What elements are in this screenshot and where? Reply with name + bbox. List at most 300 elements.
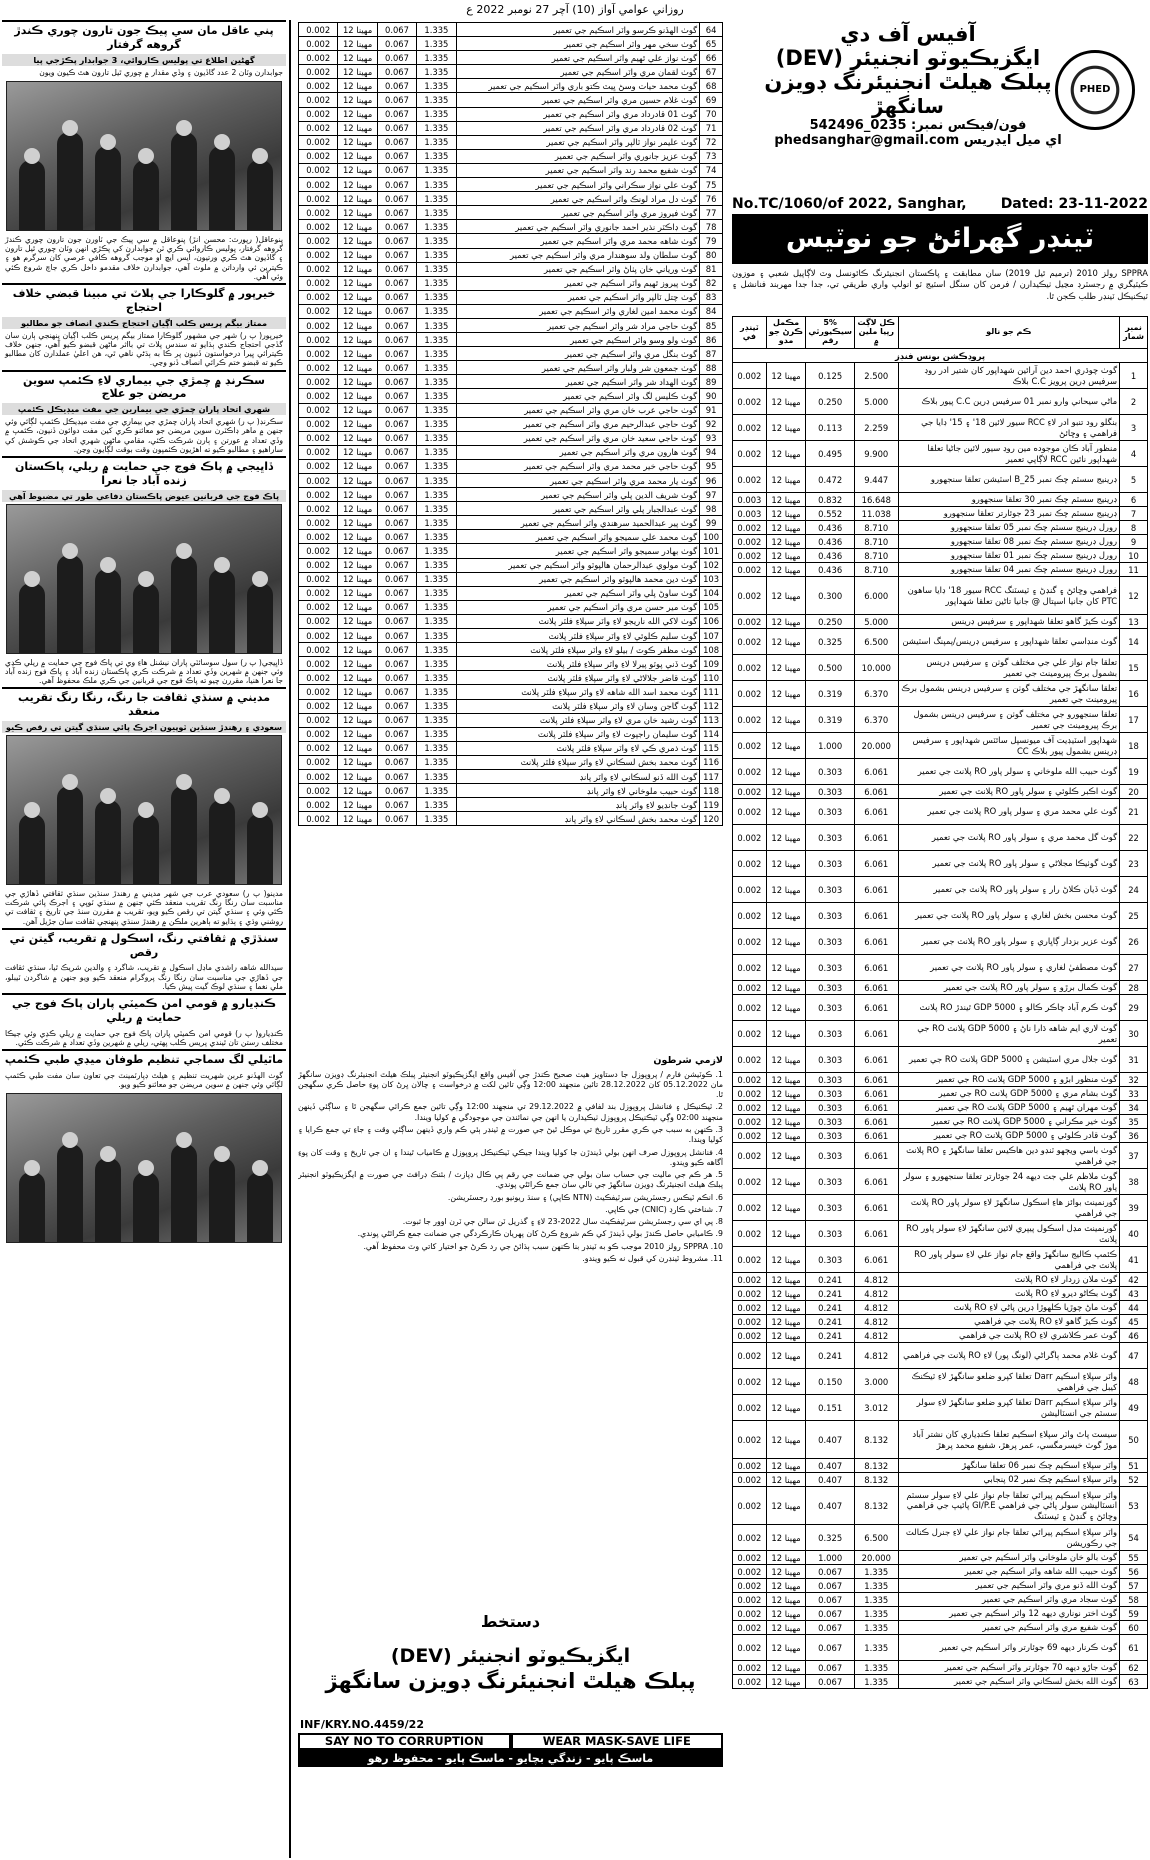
serial-number: 58 [1120,1593,1148,1607]
work-name: ڪئمپ ڪاليج سانگهڙ واقع جام نواز علي لاءِ سولر پاور RO پلانٽ جي فراهمي [898,1247,1120,1273]
news-headline: مديني ۾ سنڌي ثقافت جا رنگ، رنگا رنگ تقريب منعقد [2,687,286,721]
security-amount: 0.067 [806,1635,855,1661]
news-body: مدينو( پ ر) سعودي عرب جي شهر مديني ۾ رهندڙ سنڌين سنڌي ثقافتي ڏهاڙي جي مناسبت سان رنگا رنگ تقريب منعقد ڪئي جنهن ۾ سنڌي ٽوپي ۽ اجرڪ پائي شرڪت ڪئي وئي ۽ سنڌي گيتن تي رقص ڪيو ويو، تقريب ۾ مقررن سنڌ جي تاريخ ۽ ثقافت تي روشني وڌي ۽ ٻڌايو ته ٻاهرين ملڪن ۾ رهندڙ سنڌي پنهنجي ثقافت سان جڙيل آهن. [5,888,283,926]
cost-amount: 6.061 [855,851,899,877]
tender-fee: 0.002 [299,107,338,121]
table-row [733,1129,1148,1143]
security-amount: 0.067 [377,121,416,135]
work-name: گوٺ سجاد مري واٽر اسڪيم جي تعمير [898,1593,1120,1607]
tender-fee: 0.002 [733,1115,767,1129]
cost-amount: 3.012 [855,1395,899,1421]
table-row [299,769,723,783]
work-name: گوٺ پيروز ٿهيم واٽر اسڪيم جي تعمير [456,276,700,290]
serial-number: 52 [1120,1473,1148,1487]
photo-figure [247,814,273,884]
completion-period: 12 مهينا [766,955,806,981]
work-name: تعلقا سانگهڙ جي مختلف گوٺن ۽ سرفيس ڊرينس بشمول برڪ پيرومينٽ جي تعمير [898,681,1120,707]
serial-number: 57 [1120,1579,1148,1593]
work-name: گوٺ حاجي عرب خان مري واٽر اسڪيم جي تعمير [456,403,700,417]
photo-figure-head [62,774,78,790]
serial-number: 101 [700,544,723,558]
office-email: اي ميل ايڊريس phedsanghar@gmail.com [774,133,1062,148]
newspaper-header: روزاني عوامي آواز (10) آچر 27 نومبر 2022 ع [466,3,684,16]
table-header: ڪل لاڳت رپيا ملين ۾ [855,317,899,349]
cost-amount: 1.335 [417,375,456,389]
cost-amount: 9.447 [855,467,899,493]
work-name: گوٺ محمد علي سميجو واٽر اسڪيم جي تعمير [456,530,700,544]
news-photo [6,735,282,885]
completion-period: 12 مهينا [766,493,806,507]
work-name: منظور آباد ڪان موجوده مين روڊ سيور لائين جاڻيا تعلقا شهداپور ناٿين RCC لاڳاپي تعمير [898,441,1120,467]
serial-number: 61 [1120,1635,1148,1661]
work-name: گوٺ ماڻ چوڙيا ڪلهوڙا ڊرين پاڻي لاءِ RO پلانٽ [898,1301,1120,1315]
work-name: سيسٽ پاٿ واٽر سپلاءِ اسڪيم تعلقا ڪنڊياري کان نشتر آباد موڙ گوٺ خيسرمگسي، عمر پرهڙ، شفيع محمد پرهڙ [898,1421,1120,1459]
work-name: گوٺ دين محمد هالپوٽو واٽر اسڪيم جي تعمير [456,572,700,586]
photo-figure-head [176,120,192,136]
tender-fee: 0.002 [299,276,338,290]
photo-figure [19,160,45,230]
table-row [299,755,723,769]
news-body: سيدالله شاهه راشدي ماڊل اسڪول ۾ تقريب، شاگرد ۽ والدين شريڪ ٿيا، سنڌي ثقافت جي ڏهاڙي جي مناسبت سان رنگا رنگ پروگرام منعقد ڪيو ويو جنهن ۾ شاگردن ٽيبلو، ملي نغما ۽ سنڌي لوڪ گيت پيش ڪيا. [5,963,283,991]
cost-amount: 6.061 [855,1115,899,1129]
office-title-3: پبلڪ هيلٿ انجنيئرنگ ڊويزن [764,70,1052,94]
tender-fee: 0.002 [299,558,338,572]
tender-fee: 0.002 [299,600,338,614]
completion-period: 12 مهينا [338,502,377,516]
serial-number: 23 [1120,851,1148,877]
security-amount: 0.067 [377,657,416,671]
cost-amount: 1.335 [417,37,456,51]
security-amount: 0.436 [806,563,855,577]
signature-label: دستخط [480,1612,541,1631]
cost-amount: 8.710 [855,521,899,535]
security-amount: 0.067 [806,1565,855,1579]
tender-fee: 0.002 [299,516,338,530]
completion-period: 12 مهينا [766,1661,806,1675]
cost-amount: 4.812 [855,1273,899,1287]
security-amount: 0.067 [377,798,416,812]
slogan-left: SAY NO TO CORRUPTION [324,1734,484,1748]
cost-amount: 8.710 [855,535,899,549]
office-title-2: ايگزيڪيوٽو انجنيئر (DEV) [775,46,1041,70]
serial-number: 107 [700,629,723,643]
cost-amount: 1.335 [417,572,456,586]
completion-period: 12 مهينا [338,163,377,177]
news-photo [6,1093,282,1243]
tender-fee: 0.002 [299,586,338,600]
tender-fee: 0.002 [299,65,338,79]
terms-item: 4. فنانشل پروپوزل صرف انهن بولي ڏيندڙن جا کوليا ويندا جيڪي ٽيڪنيڪل پروپوزل ۾ ڪامياب ٿيندا ۽ ان جي تاريخ ۽ وقت کان پوءِ آگاهه ڪيو ويندو. [298,1147,723,1167]
table-row [733,441,1148,467]
cost-amount: 1.335 [855,1675,899,1689]
table-row [299,671,723,685]
security-amount: 0.241 [806,1287,855,1301]
table-row [733,1593,1148,1607]
tender-fee: 0.002 [299,431,338,445]
completion-period: 12 مهينا [766,1273,806,1287]
cost-amount: 1.335 [417,713,456,727]
work-name: گوٺ علي نواز سڪراني واٽر اسڪيم جي تعمير [456,178,700,192]
cost-amount: 6.061 [855,1143,899,1169]
cost-amount: 1.335 [417,417,456,431]
table-row [299,403,723,417]
serial-number: 65 [700,37,723,51]
serial-number: 20 [1120,785,1148,799]
office-heading [728,22,1148,148]
security-amount: 0.067 [377,361,416,375]
cost-amount: 8.132 [855,1421,899,1459]
tender-fee: 0.002 [733,1287,767,1301]
security-amount: 0.241 [806,1301,855,1315]
table-row [299,502,723,516]
cost-amount: 1.335 [417,262,456,276]
completion-period: 12 مهينا [766,1115,806,1129]
completion-period: 12 مهينا [338,657,377,671]
serial-number: 72 [700,135,723,149]
cost-amount: 1.335 [417,304,456,318]
table-row [733,1459,1148,1473]
work-name: گوٺ حبيب الله ملوخاني ۽ سولر پاور RO پلانٽ جي تعمير [898,759,1120,785]
completion-period: 12 مهينا [766,655,806,681]
security-amount: 0.303 [806,1021,855,1047]
cost-amount: 6.061 [855,1247,899,1273]
tender-fee: 0.002 [299,163,338,177]
table-row [733,615,1148,629]
slogan-right: WEAR MASK-SAVE LIFE [542,1734,691,1748]
serial-number: 78 [700,220,723,234]
completion-period: 12 مهينا [338,474,377,488]
work-name: گوٺ عليمر نواز ٽالپر واٽر اسڪيم جي تعمير [456,135,700,149]
serial-number: 84 [700,304,723,318]
serial-number: 117 [700,769,723,783]
table-row [299,459,723,473]
completion-period: 12 مهينا [338,544,377,558]
security-amount: 0.303 [806,1221,855,1247]
serial-number: 83 [700,290,723,304]
table-header: ٽينڊر في [733,317,767,349]
photo-figure-head [100,788,116,804]
security-amount: 0.303 [806,825,855,851]
work-name: واٽر سپلاءِ اسڪيم Darr تعلقا کپرو ضلعو سانگهڙ لاءِ سولر سسٽم جي انسٽاليشن [898,1395,1120,1421]
photo-figure [57,786,83,884]
tender-fee: 0.002 [733,995,767,1021]
security-amount: 0.300 [806,577,855,615]
table-row [733,389,1148,415]
serial-number: 31 [1120,1047,1148,1073]
serial-number: 13 [1120,615,1148,629]
security-amount: 0.067 [377,276,416,290]
cost-amount: 1.335 [417,643,456,657]
tender-fee: 0.002 [733,825,767,851]
cost-amount: 1.335 [417,459,456,473]
completion-period: 12 مهينا [338,699,377,713]
cost-amount: 1.335 [855,1607,899,1621]
serial-number: 109 [700,657,723,671]
table-row [733,707,1148,733]
serial-number: 88 [700,361,723,375]
completion-period: 12 مهينا [338,417,377,431]
serial-number: 44 [1120,1301,1148,1315]
table-row [733,1195,1148,1221]
tender-fee: 0.002 [733,1487,767,1525]
tender-fee: 0.002 [299,685,338,699]
security-amount: 0.067 [377,671,416,685]
security-amount: 0.067 [377,600,416,614]
tender-fee: 0.002 [299,290,338,304]
table-row [733,1343,1148,1369]
serial-number: 47 [1120,1343,1148,1369]
tender-fee: 0.002 [299,375,338,389]
photo-figure-head [138,571,154,587]
table-row [299,389,723,403]
table-row [733,363,1148,389]
tender-fee: 0.002 [299,304,338,318]
table-row [733,1395,1148,1421]
table-header: مڪمل ڪرڻ جو مدو [766,317,806,349]
news-subheadline: پاڪ فوج جي قربانين عيوض پاڪستان دفاعي طور تي مضبوط آهي [2,490,286,502]
table-row [733,1579,1148,1593]
tender-fee: 0.002 [733,655,767,681]
tender-fee: 0.002 [733,1459,767,1473]
completion-period: 12 مهينا [766,615,806,629]
completion-period: 12 مهينا [338,600,377,614]
tender-notice-banner: ٽينڊر گهرائڻ جو نوٽيس [732,214,1148,264]
work-name: گوٺ مولوي عبدالرحمان هالپوٽو واٽر اسڪيم جي تعمير [456,558,700,572]
cost-amount: 1.335 [417,755,456,769]
serial-number: 1 [1120,363,1148,389]
tender-fee: 0.002 [733,759,767,785]
security-amount: 0.067 [377,318,416,332]
table-section-row [733,349,1148,363]
cost-amount: 2.259 [855,415,899,441]
table-row [733,521,1148,535]
table-row [299,600,723,614]
photo-figure-head [252,571,268,587]
completion-period: 12 مهينا [766,995,806,1021]
completion-period: 12 مهينا [766,535,806,549]
security-amount: 0.319 [806,681,855,707]
completion-period: 12 مهينا [338,685,377,699]
cost-amount: 1.335 [855,1635,899,1661]
work-name: گوٺ محمد اسد الله شاهه لاءِ واٽر سپلاءِ فلٽر پلانٽ [456,685,700,699]
table-row [733,903,1148,929]
security-amount: 0.241 [806,1273,855,1287]
work-name: گوٺ هارون مري واٽر اسڪيم جي تعمير [456,445,700,459]
office-title-4: سانگهڙ [872,94,944,118]
table-row [733,1273,1148,1287]
security-amount: 0.067 [377,192,416,206]
tender-fee: 0.002 [299,389,338,403]
cost-amount: 8.710 [855,563,899,577]
table-row [733,733,1148,759]
table-row [733,995,1148,1021]
cost-amount: 1.335 [417,769,456,783]
table-header: ڪم جو نالو [898,317,1120,349]
table-row [733,1143,1148,1169]
work-name: گوٺ عزيز جانوري واٽر اسڪيم جي تعمير [456,149,700,163]
serial-number: 99 [700,516,723,530]
slogan-bar [298,1733,723,1750]
completion-period: 12 مهينا [766,577,806,615]
serial-number: 60 [1120,1621,1148,1635]
news-headline: پني عاقل مان سي پيڪ جون تارون چوري ڪندڙ گروهه گرفتار [2,20,286,54]
work-name: گوٺ بهادر سميجو واٽر اسڪيم جي تعمير [456,544,700,558]
security-amount: 0.067 [377,333,416,347]
tender-fee: 0.002 [733,1551,767,1565]
work-name: گوٺ قاضر جلالاڻي لاءِ واٽر سپلاءِ فلٽر پلانٽ [456,671,700,685]
security-amount: 0.303 [806,759,855,785]
work-name: گوٺ غلام محمد ٻاگراڻي (لونگ پور) لاءِ RO پلانٽ جي فراهمي [898,1343,1120,1369]
completion-period: 12 مهينا [766,877,806,903]
cost-amount: 1.335 [417,431,456,445]
tender-fee: 0.002 [299,262,338,276]
serial-number: 104 [700,586,723,600]
serial-number: 18 [1120,733,1148,759]
work-name: گوٺ بالو خان ملوخاني واٽر اسڪيم جي تعمير [898,1551,1120,1565]
security-amount: 0.303 [806,1195,855,1221]
security-amount: 0.303 [806,1129,855,1143]
tender-fee: 0.002 [299,671,338,685]
cost-amount: 1.335 [855,1593,899,1607]
work-name: گوٺ غلام حسين مري واٽر اسڪيم جي تعمير [456,93,700,107]
work-name: تعلقا جام نواز علي جي مختلف گوٺن ۽ سرفيس ڊرينس بشمول برڪ پيرومينٽ جي تعمير [898,655,1120,681]
news-headline: سڪرنڊ ۾ چمڙي جي بيماري لاءِ ڪئمپ سوين مريضن جو علاج [2,370,286,404]
table-row [299,304,723,318]
cost-amount: 1.335 [417,614,456,628]
cost-amount: 1.335 [417,290,456,304]
completion-period: 12 مهينا [766,1247,806,1273]
cost-amount: 1.335 [417,361,456,375]
photo-figure [171,132,197,230]
security-amount: 0.241 [806,1315,855,1329]
security-amount: 0.067 [377,502,416,516]
tender-fee: 0.002 [299,643,338,657]
security-amount: 0.067 [377,290,416,304]
tender-fee: 0.002 [299,798,338,812]
completion-period: 12 مهينا [766,1525,806,1551]
work-name: رورل ڊرينيج سسٽم چڪ نمبر 05 تعلقا سنجهورو [898,521,1120,535]
security-amount: 0.125 [806,363,855,389]
cost-amount: 6.061 [855,877,899,903]
completion-period: 12 مهينا [338,459,377,473]
cost-amount: 5.000 [855,389,899,415]
serial-number: 54 [1120,1525,1148,1551]
table-row [299,741,723,755]
work-name: واٽر سپلاءِ اسڪيم چڪ نمبر 06 تعلقا سانگهڙ [898,1459,1120,1473]
tender-fee: 0.002 [733,955,767,981]
work-name: گوٺ يار محمد مري واٽر اسڪيم جي تعمير [456,474,700,488]
tender-fee: 0.002 [299,333,338,347]
security-amount: 1.000 [806,1551,855,1565]
cost-amount: 1.335 [855,1621,899,1635]
work-name: ڊرينيج سسٽم چڪ نمبر 25_B اسٽيشن تعلقا سنجهورو [898,467,1120,493]
work-name: رورل ڊرينيج سسٽم چڪ نمبر 08 تعلقا سنجهورو [898,535,1120,549]
tender-fee: 0.002 [299,488,338,502]
tender-fee: 0.002 [733,1579,767,1593]
work-name: ماڻي سيحاني وارو نمبر 01 سرفيس ڊرين C.C پيور بلاڪ [898,389,1120,415]
reference-number: No.TC/1060/of 2022, Sanghar, [732,196,967,212]
tender-fee: 0.002 [299,502,338,516]
table-row [299,586,723,600]
security-amount: 0.067 [377,79,416,93]
completion-period: 12 مهينا [338,614,377,628]
cost-amount: 1.335 [417,502,456,516]
tender-fee: 0.002 [733,415,767,441]
serial-number: 111 [700,685,723,699]
tender-fee: 0.002 [733,903,767,929]
security-amount: 0.067 [377,220,416,234]
cost-amount: 1.335 [417,220,456,234]
tender-fee: 0.002 [299,769,338,783]
tender-fee: 0.002 [299,361,338,375]
table-header: نمبر شمار [1120,317,1148,349]
completion-period: 12 مهينا [338,586,377,600]
work-name: گوٺ شريف الدين پلي واٽر اسڪيم جي تعمير [456,488,700,502]
security-amount: 0.472 [806,467,855,493]
completion-period: 12 مهينا [766,1675,806,1689]
tender-fee: 0.002 [733,1247,767,1273]
work-name: گوٺ 01 قادرداد مري واٽر اسڪيم جي تعمير [456,107,700,121]
cost-amount: 6.370 [855,707,899,733]
table-row [733,1101,1148,1115]
tender-fee: 0.002 [733,1087,767,1101]
cost-amount: 1.335 [417,333,456,347]
cost-amount: 1.335 [417,699,456,713]
table-row [299,178,723,192]
work-name: گوٺ مهران ٿهيم ۽ 5000 GDP پلانٽ RO جي تعمير [898,1101,1120,1115]
serial-number: 50 [1120,1421,1148,1459]
security-amount: 0.303 [806,785,855,799]
cost-amount: 1.335 [417,206,456,220]
tender-fee: 0.002 [733,981,767,995]
serial-number: 97 [700,488,723,502]
cost-amount: 1.335 [417,657,456,671]
completion-period: 12 مهينا [766,903,806,929]
table-row [299,37,723,51]
completion-period: 12 مهينا [766,1143,806,1169]
tender-fee: 0.002 [733,577,767,615]
completion-period: 12 مهينا [338,361,377,375]
security-amount: 0.407 [806,1459,855,1473]
tender-fee: 0.002 [299,178,338,192]
tender-fee: 0.002 [733,467,767,493]
tender-fee: 0.002 [299,51,338,65]
work-name: گوٺ مير حسن مري واٽر اسڪيم جي تعمير [456,600,700,614]
security-amount: 0.067 [377,629,416,643]
security-amount: 0.250 [806,389,855,415]
serial-number: 81 [700,262,723,276]
tender-fee: 0.002 [733,1221,767,1247]
table-row [299,347,723,361]
table-row [299,812,723,826]
security-amount: 0.303 [806,995,855,1021]
table-row [733,1047,1148,1073]
cost-amount: 6.061 [855,903,899,929]
photo-figure [247,160,273,230]
table-row [299,445,723,459]
security-amount: 0.303 [806,929,855,955]
completion-period: 12 مهينا [766,1343,806,1369]
table-row [299,93,723,107]
tender-fee: 0.002 [299,713,338,727]
serial-number: 51 [1120,1459,1148,1473]
table-row [299,276,723,290]
cost-amount: 1.335 [417,121,456,135]
cost-amount: 6.061 [855,1221,899,1247]
security-amount: 0.495 [806,441,855,467]
photo-figure-head [214,557,230,573]
serial-number: 76 [700,192,723,206]
